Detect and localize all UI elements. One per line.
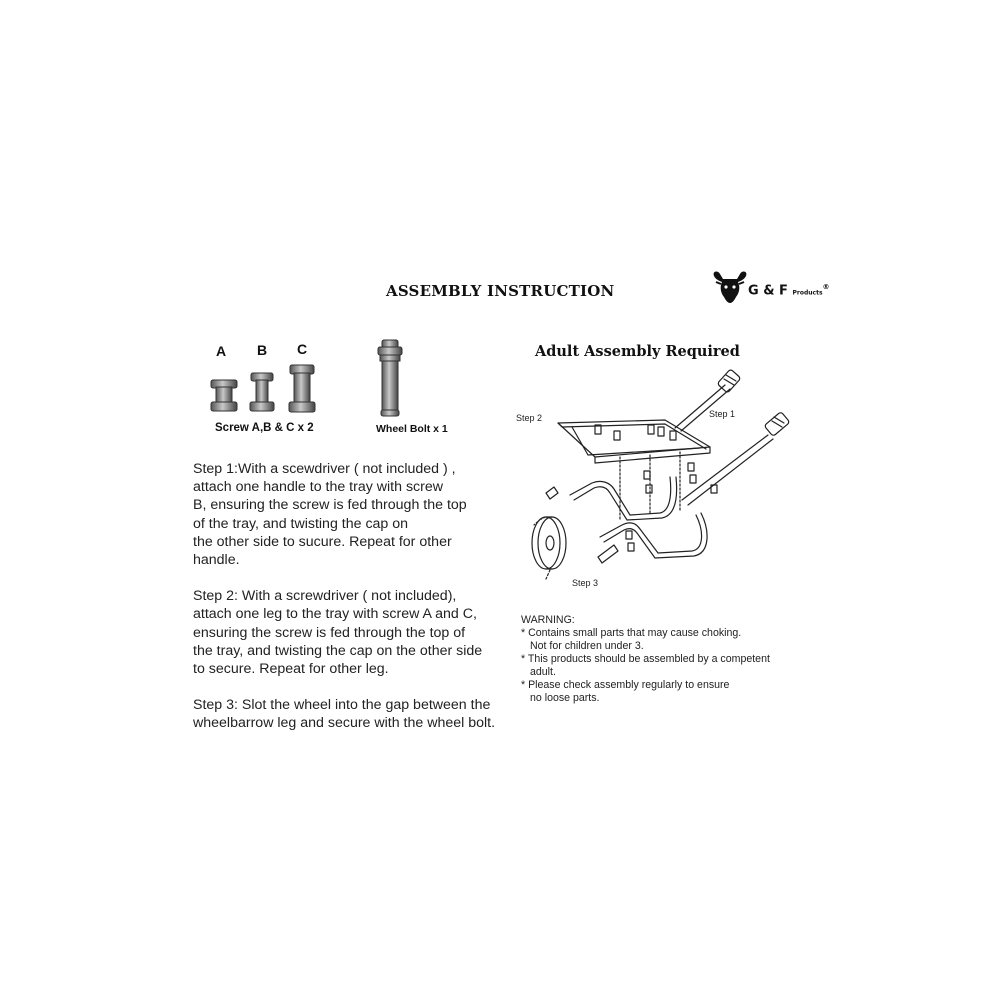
step-3 bbox=[193, 696, 496, 732]
wheelbarrow-diagram bbox=[510, 365, 810, 590]
diagram-step-2-label: Step 2 bbox=[516, 413, 543, 423]
wheel-bolt-icon bbox=[370, 338, 410, 420]
screw-caption: Screw A,B & C x 2 bbox=[215, 422, 314, 434]
warning-item-cont: adult. bbox=[530, 666, 556, 678]
step-2-line: to secure. Repeat for other leg. bbox=[193, 661, 389, 678]
wheel-icon bbox=[532, 517, 566, 569]
screw-label-b: B bbox=[257, 342, 268, 358]
bolt-caption: Wheel Bolt x 1 bbox=[376, 423, 448, 435]
warning-item-cont: Not for children under 3. bbox=[530, 640, 644, 652]
step-1-line: the other side to sucure. Repeat for other bbox=[193, 533, 452, 550]
page-title: ASSEMBLY INSTRUCTION bbox=[386, 282, 615, 300]
screw-b-icon bbox=[250, 373, 274, 411]
handle-2-icon bbox=[682, 412, 790, 505]
warning-item: * Please check assembly regularly to ensure bbox=[521, 679, 730, 691]
step-2-line: Step 2: With a screwdriver ( not included), bbox=[193, 588, 457, 605]
brand-sub: Products bbox=[792, 289, 823, 297]
step-2 bbox=[193, 587, 493, 678]
brand-name bbox=[748, 283, 830, 298]
step-3-line: Step 3: Slot the wheel into the gap between the bbox=[193, 697, 491, 714]
brand-text: G & F bbox=[748, 283, 788, 299]
step-1-line: Step 1:With a scewdriver ( not included ) , bbox=[193, 461, 456, 477]
assembly-steps bbox=[193, 460, 496, 751]
diagram-step-3-label: Step 3 bbox=[572, 578, 599, 588]
step-2-line: attach one leg to the tray with screw A and C, bbox=[193, 606, 477, 623]
step-1-line: of the tray, and twisting the cap on bbox=[193, 515, 409, 532]
warning-box bbox=[521, 614, 770, 705]
warning-heading: WARNING: bbox=[521, 614, 575, 626]
brand-registered: ® bbox=[822, 283, 830, 291]
screw-c-icon bbox=[289, 365, 315, 412]
brand-logo bbox=[710, 268, 830, 308]
diagram-step-1-label: Step 1 bbox=[709, 409, 736, 419]
step-1 bbox=[193, 460, 493, 569]
step-3-line: wheelbarrow leg and secure with the wheel bolt. bbox=[193, 715, 496, 732]
screws-illustration bbox=[200, 360, 330, 420]
warning-item: * Contains small parts that may cause choking. bbox=[521, 627, 742, 639]
step-1-line: handle. bbox=[193, 552, 240, 569]
tray-icon bbox=[558, 420, 710, 520]
leg-1-icon bbox=[570, 477, 677, 520]
warning-item: * This products should be assembled by a competent bbox=[521, 653, 770, 665]
bull-head-icon bbox=[710, 270, 750, 306]
step-1-line: B, ensuring the screw is fed through the top bbox=[193, 497, 467, 514]
screw-label-a: A bbox=[216, 343, 227, 359]
step-2-line: the tray, and twisting the cap on the other side bbox=[193, 642, 483, 659]
adult-assembly-heading: Adult Assembly Required bbox=[535, 343, 740, 360]
leg-2-icon bbox=[600, 513, 707, 558]
step-2-line: ensuring the screw is fed through the top of bbox=[193, 624, 466, 641]
handle-1-icon bbox=[675, 369, 741, 431]
step-1-line: attach one handle to the tray with screw bbox=[193, 479, 443, 496]
screw-label-c: C bbox=[297, 341, 308, 357]
warning-item-cont: no loose parts. bbox=[530, 692, 600, 704]
screw-a-icon bbox=[211, 380, 237, 411]
